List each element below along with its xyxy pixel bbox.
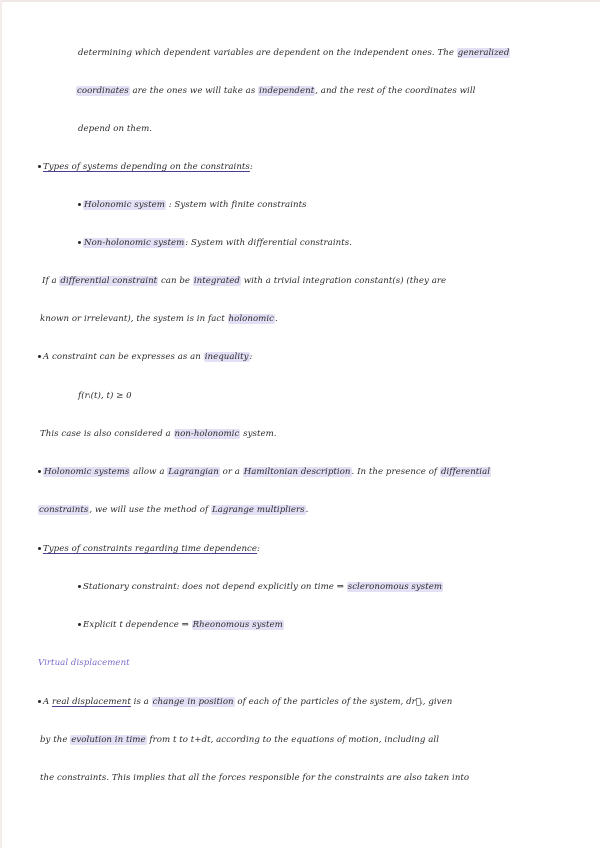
bullet-icon (38, 355, 41, 358)
list-item-holonomic (78, 198, 307, 212)
text: : (249, 352, 253, 362)
line-differential-constraint (42, 274, 446, 288)
text: A (43, 697, 53, 707)
highlight-constraints: constraints (39, 505, 89, 515)
formula: f(rᵢ(t), t) ≥ 0 (78, 391, 132, 401)
highlight-hamiltonian: Hamiltonian description (243, 467, 351, 477)
text: of each of the particles of the system, dr⃗ᵢ, given (234, 697, 453, 707)
highlight-change-in-position: change in position (152, 697, 234, 707)
text: This case is also considered a (40, 429, 174, 439)
highlight-inequality: inequality (204, 352, 249, 362)
line-2 (76, 84, 475, 98)
text: the constraints. This implies that all the forces responsible for the constraints are also taken into (40, 773, 470, 783)
text: system. (240, 429, 277, 439)
text: : System with finite constraints (165, 200, 307, 210)
text: are the ones we will take as (129, 86, 259, 96)
bullet-icon (38, 700, 41, 703)
list-item-stationary (78, 580, 443, 594)
line-real-displacement (38, 695, 452, 709)
formula-inequality (78, 389, 132, 403)
bullet-icon (78, 203, 81, 206)
line-non-holonomic-case (40, 427, 277, 441)
page-left-edge (0, 0, 2, 848)
text: with a trivial integration constant(s) (they are (240, 276, 447, 286)
line-inequality (38, 350, 252, 364)
highlight-holonomic-system: Holonomic system (84, 200, 165, 210)
highlight-non-holonomic-system: Non-holonomic system (84, 238, 185, 248)
line-1 (78, 46, 510, 60)
highlight-integrated: integrated (193, 276, 240, 286)
bullet-icon (38, 165, 41, 168)
text: by the (40, 735, 71, 745)
text: : (249, 162, 253, 172)
text: is a (130, 697, 152, 707)
heading-types-of-constraints (38, 542, 260, 556)
text: from t to t+dt, according to the equations of motion, including all (146, 735, 439, 745)
text: If a (42, 276, 60, 286)
list-item-explicit-t (78, 618, 284, 632)
text: . In the presence of (351, 467, 440, 477)
highlight-scleronomous-system: scleronomous system (347, 582, 443, 592)
underlined-heading: Types of constraints regarding time dependence (43, 544, 258, 554)
underlined-heading: Types of systems depending on the constraints (43, 162, 250, 172)
heading-types-of-systems (38, 160, 253, 174)
text: . (305, 505, 309, 515)
text: Explicit t dependence ⇒ (83, 620, 192, 630)
text: A constraint can be expresses as an (43, 352, 204, 362)
text: , we will use the method of (89, 505, 211, 515)
text: , and the rest of the coordinates will (315, 86, 476, 96)
line-known-or-irrelevant (40, 312, 278, 326)
highlight-rheonomous-system: Rheonomous system (192, 620, 283, 630)
line-evolution-in-time (40, 733, 439, 747)
text: or a (219, 467, 243, 477)
bullet-icon (78, 585, 81, 588)
highlight-differential-constraint: differential constraint (60, 276, 158, 286)
section-title-virtual-displacement (38, 656, 130, 670)
text: allow a (130, 467, 168, 477)
text: depend on them. (78, 124, 153, 134)
line-lagrange-multipliers (38, 503, 308, 517)
highlight-holonomic-systems: Holonomic systems (44, 467, 130, 477)
text: : System with differential constraints. (185, 238, 352, 248)
bullet-icon (38, 547, 41, 550)
highlight-generalized: generalized (457, 48, 510, 58)
highlight-coordinates: coordinates (77, 86, 129, 96)
bullet-icon (78, 623, 81, 626)
underlined-real-displacement: real displacement (52, 697, 131, 707)
list-item-non-holonomic (78, 236, 352, 250)
highlight-evolution-in-time: evolution in time (71, 735, 146, 745)
highlight-differential: differential (440, 467, 491, 477)
line-constraints-forces (40, 771, 469, 785)
bullet-icon (78, 241, 81, 244)
text: determining which dependent variables are dependent on the independent ones. The (78, 48, 457, 58)
text: : (257, 544, 260, 554)
highlight-lagrange-multipliers: Lagrange multipliers (211, 505, 305, 515)
highlight-lagrangian: Lagrangian (168, 467, 219, 477)
text: known or irrelevant), the system is in fact (40, 314, 228, 324)
page-top-edge (0, 0, 600, 2)
highlight-holonomic: holonomic (228, 314, 275, 324)
highlight-independent: independent (259, 86, 315, 96)
line-3 (78, 122, 152, 136)
bullet-icon (38, 470, 41, 473)
highlight-non-holonomic: non-holonomic (174, 429, 240, 439)
section-title: Virtual displacement (38, 658, 130, 668)
text: . (275, 314, 278, 324)
text: can be (158, 276, 193, 286)
line-holonomic-systems (38, 465, 491, 479)
text: Stationary constraint: does not depend explicitly on time ⇒ (83, 582, 347, 592)
